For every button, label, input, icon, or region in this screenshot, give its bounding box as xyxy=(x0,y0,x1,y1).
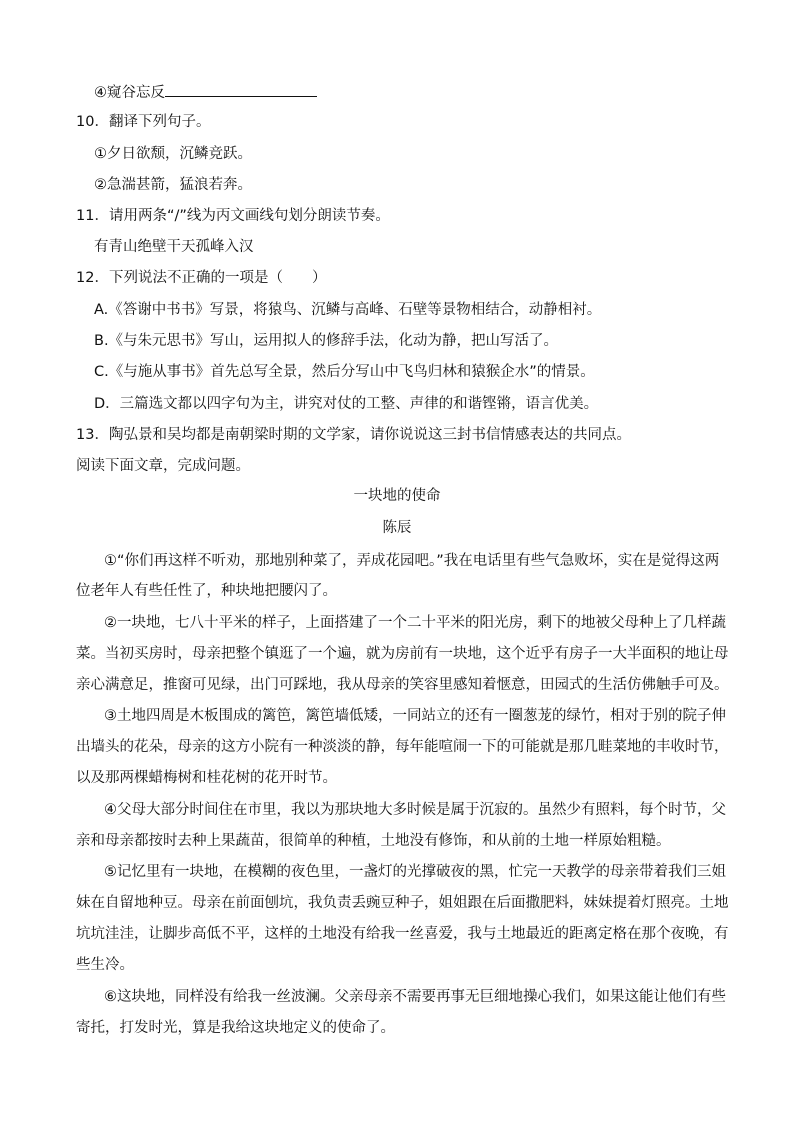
article-line: 菜。当初买房时，母亲把整个镇逛了一个遍，就为房前有一块地，这个近乎有房子一大半面积的地让母 xyxy=(76,646,729,662)
q12-option-a: A.《答谢中书书》写景，将猿鸟、沉鳞与高峰、石壁等景物相结合，动静相衬。 xyxy=(94,302,602,318)
article-line: ⑤记忆里有一块地，在模糊的夜色里，一盏灯的光撑破夜的黑，忙完一天教学的母亲带着我们三姐 xyxy=(104,864,726,880)
article-line: 位老年人有些任性了，种块地把腰闪了。 xyxy=(76,583,337,599)
q10-stem: 10．翻译下列句子。 xyxy=(76,114,211,130)
q12-option-d: D．三篇选文都以四字句为主，讲究对仗的工整、声律的和谐铿锵，语言优美。 xyxy=(94,396,599,412)
article-line: 亲和母亲都按时去种上果蔬苗，很简单的种植，土地没有修饰，和从前的土地一样原始粗糙。 xyxy=(76,833,671,849)
article-line: 亲心满意足，推窗可见绿，出门可踩地，我从母亲的笑容里感知着惬意，田园式的生活仿佛触手可及。 xyxy=(76,677,729,693)
q12-option-c: C.《与施从事书》首先总写全景，然后分写山中飞鸟归林和猿猴企水”的情景。 xyxy=(94,364,595,380)
article-author: 陈辰 xyxy=(382,520,412,536)
q10-sentence-2: ②急湍甚箭，猛浪若奔。 xyxy=(94,177,252,193)
article-line: 寄托，打发时光，算是我给这块地定义的使命了。 xyxy=(76,1020,395,1036)
article-line: 妹在自留地种豆。母亲在前面刨坑，我负责丢豌豆种子，姐姐跟在后面撒肥料，妹妹提着灯照亮。土地 xyxy=(76,895,729,911)
q11-stem: 11．请用两条“/”线为丙文画线句划分朗读节奏。 xyxy=(76,208,390,224)
article-line: ④父母大部分时间住在市里，我以为那块地大多时候是属于沉寂的。虽然少有照料，每个时节，父 xyxy=(104,802,726,818)
q12-option-b: B.《与朱元思书》写山，运用拟人的修辞手法，化动为静，把山写活了。 xyxy=(94,333,559,349)
article-line: ①“你们再这样不听劝，那地别种菜了，弄成花园吧。”我在电话里有些气急败坏，实在是觉得这两 xyxy=(104,553,720,569)
q9-item-4 xyxy=(94,80,317,103)
reading-intro: 阅读下面文章，完成问题。 xyxy=(76,458,250,474)
article-line: ③土地四周是木板围成的篱笆，篱笆墙低矮，一同站立的还有一圈葱茏的绿竹，相对于别的院子伸 xyxy=(104,708,726,724)
answer-blank xyxy=(165,80,317,97)
q13-stem: 13．陶弘景和吴均都是南朝梁时期的文学家，请你说说这三封书信情感表达的共同点。 xyxy=(76,427,631,443)
article-line: 以及那两棵蜡梅树和桂花树的花开时节。 xyxy=(76,770,337,786)
article-line: 坑坑洼洼，让脚步高低不平，这样的土地没有给我一丝喜爱，我与土地最近的距离定格在那个夜晚，有 xyxy=(76,926,729,942)
q11-sentence: 有青山绝壁干天孤峰入汉 xyxy=(94,239,254,255)
q10-sentence-1: ①夕日欲颓，沉鳞竞跃。 xyxy=(94,146,252,162)
article-line: 出墙头的花朵，母亲的这方小院有一种淡淡的静，每年能喧闹一下的可能就是那几畦菜地的丰收时节， xyxy=(76,739,729,755)
q9-item-4-text: ④窥谷忘反 xyxy=(94,85,165,101)
article-line: 些生冷。 xyxy=(76,957,134,973)
q12-stem: 12．下列说法不正确的一项是（ ） xyxy=(76,270,327,286)
article-title: 一块地的使命 xyxy=(353,488,441,504)
article-line: ⑥这块地，同样没有给我一丝波澜。父亲母亲不需要再事无巨细地操心我们，如果这能让他们有些 xyxy=(104,989,726,1005)
article-line: ②一块地，七八十平米的样子，上面搭建了一个二十平米的阳光房，剩下的地被父母种上了几样蔬 xyxy=(104,615,726,631)
